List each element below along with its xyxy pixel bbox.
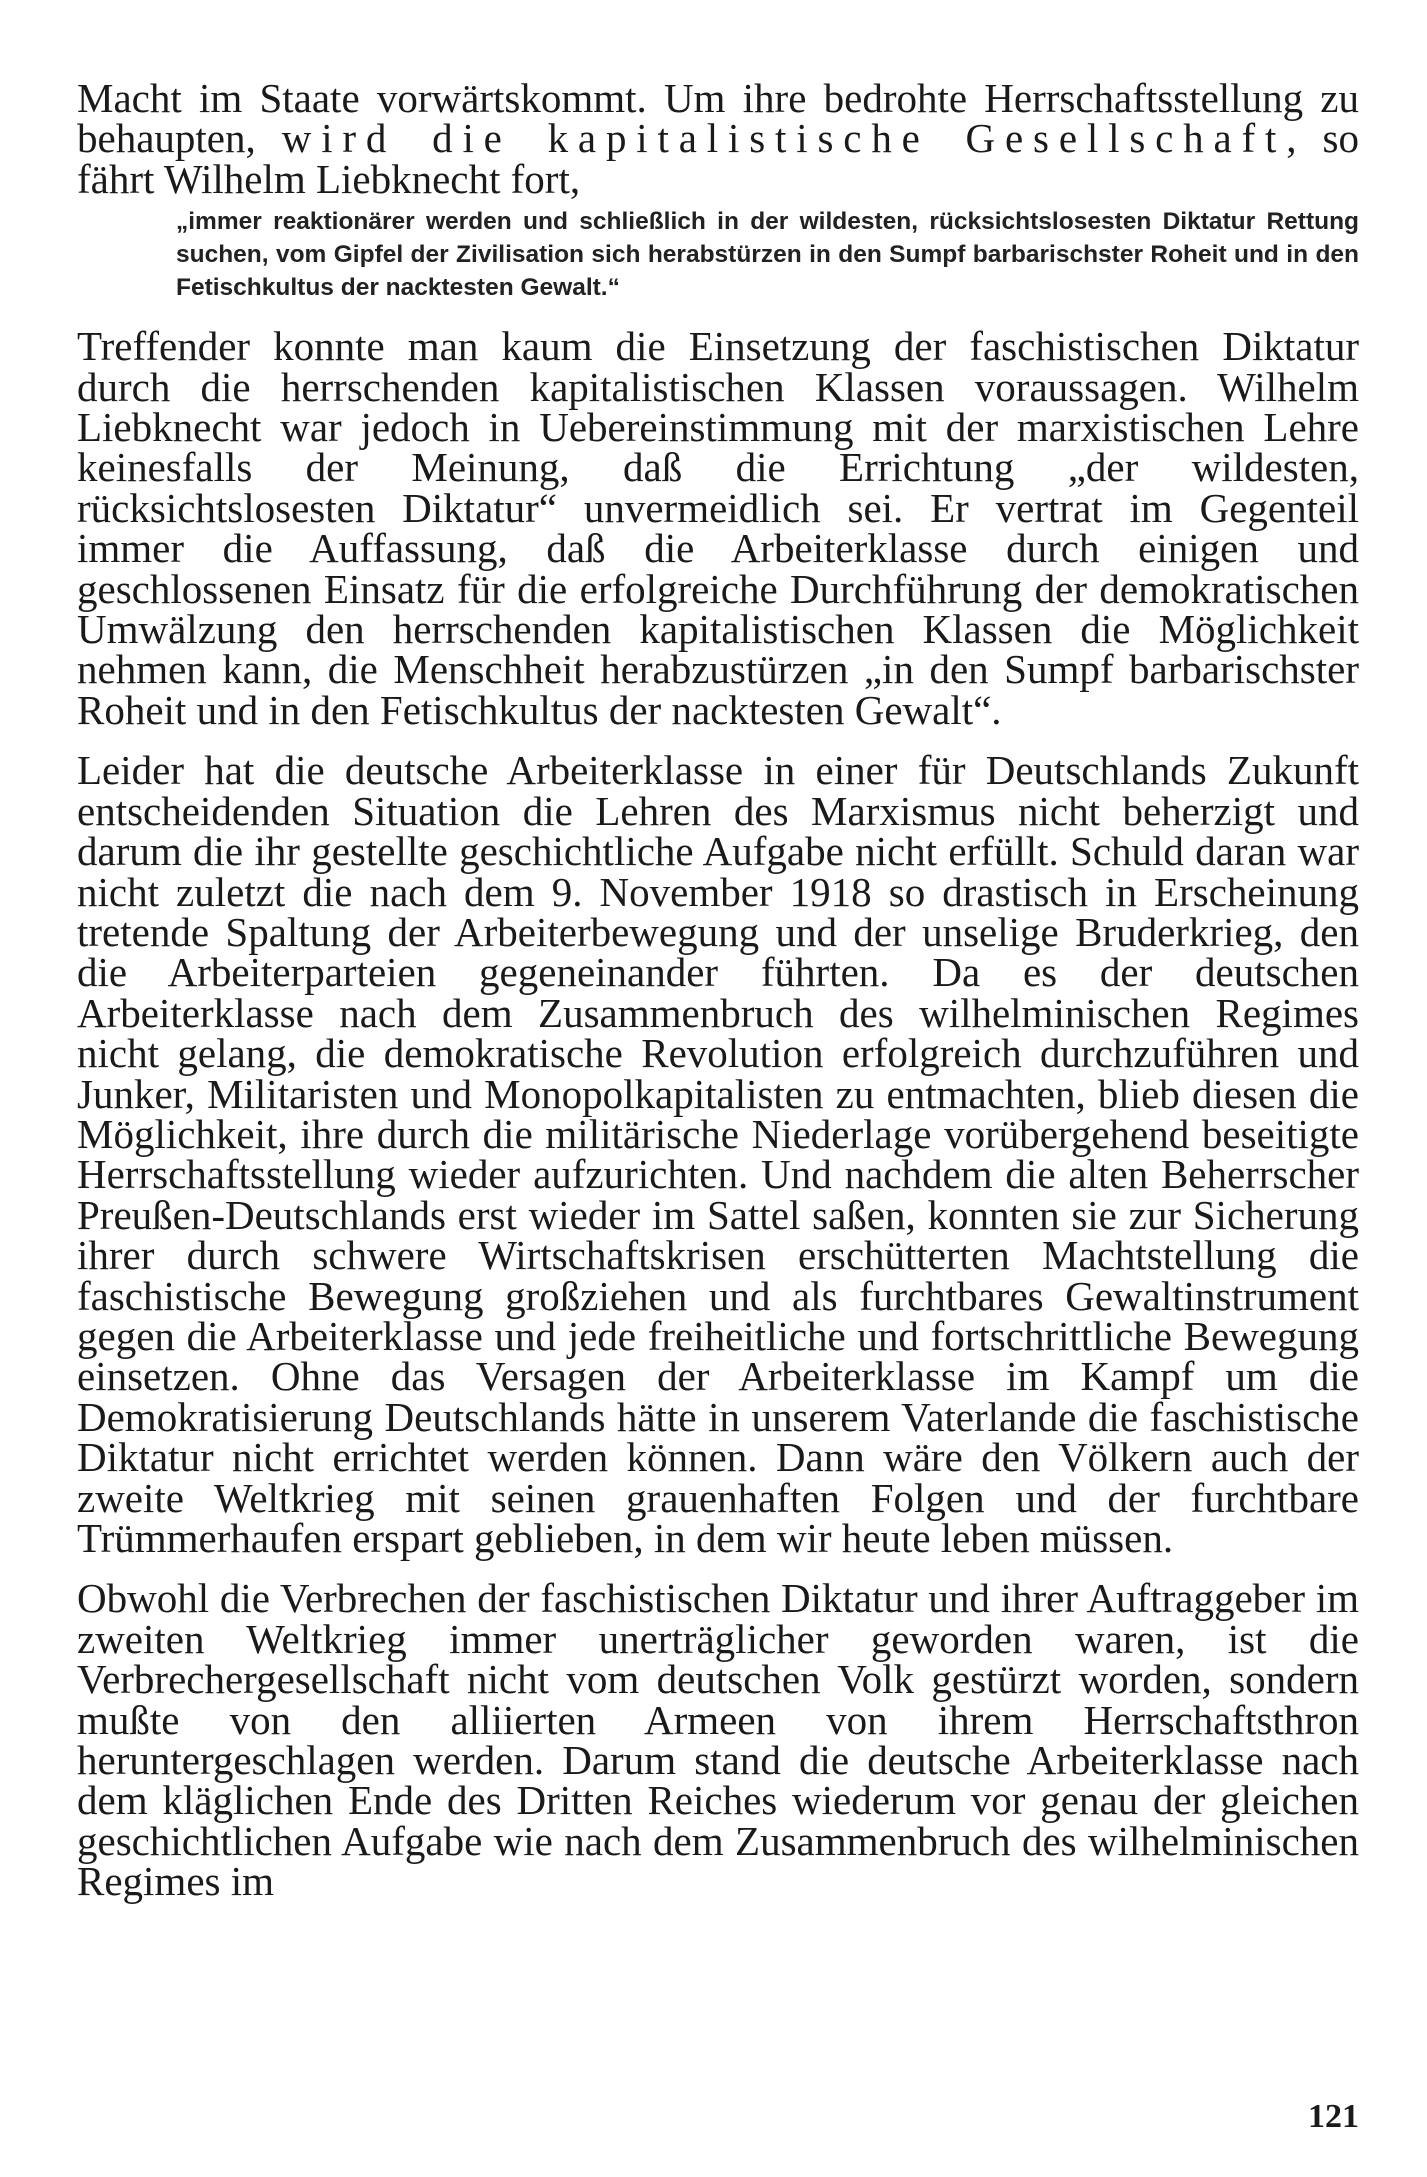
- paragraph-1-text-end: , so fährt Wilhelm Liebknecht fort,: [77, 115, 1359, 202]
- paragraph-2: Treffender konnte man kaum die Einsetzung der faschistischen Diktatur durch die herrschenden kapitalistischen Klassen voraussagen. Wilhelm Liebknecht war jedoch in Uebereinstimmung mit der marxistischen Lehre keinesfalls der Meinung, daß die Errichtung „der wildesten, rücksichtslosesten Diktatur“ unvermeidlich sei. Er vertrat im Gegenteil immer die Auffassung, daß die Arbeiterklasse durch einigen und geschlossenen Einsatz für die erfolgreiche Durchführung der demokratischen Umwälzung den herrschenden kapitalistischen Klassen die Möglichkeit nehmen kann, die Menschheit herabzustürzen „in den Sumpf barbarischster Roheit und in den Fetischkultus der nacktesten Gewalt“.: [77, 323, 1359, 733]
- page-number: 121: [1308, 2098, 1359, 2135]
- emphasized-phrase: wird die kapitalistische Gesellschaft: [281, 115, 1287, 162]
- paragraph-1-text-start: Macht im Staate vorwärtskommt. Um ihre bedrohte Herrschaftsstellung zu behaupten,: [77, 75, 1359, 162]
- paragraph-3: Leider hat die deutsche Arbeiterklasse in einer für Deutschlands Zukunft entscheidenden Situation die Lehren des Marxismus nicht beherzigt und darum die ihr gestellte geschichtliche Aufgabe nicht erfüllt. Schuld daran war nicht zuletzt die nach dem 9. November 1918 so drastisch in Erscheinung tretende Spaltung der Arbeiterbewegung und der unselige Bruderkrieg, den die Arbeiterparteien gegeneinander führten. Da es der deutschen Arbeiterklasse nach dem Zusammenbruch des wilhelminischen Regimes nicht gelang, die demokratische Revolution erfolgreich durchzuführen und Junker, Militaristen und Monopolkapitalisten zu entmachten, blieb diesen die Möglichkeit, ihre durch die militärische Niederlage vorübergehend beseitigte Herrschaftsstellung wieder aufzurichten. Und nachdem die alten Beherrscher Preußen-Deutschlands erst wieder im Sattel saßen, konnten sie zur Sicherung ihrer durch schwere Wirtschaftskrisen erschütterten Machtstellung die faschistische Bewegung großziehen und als furchtbares Gewaltinstrument gegen die Arbeiterklasse und jede freiheitliche und fortschrittliche Bewegung einsetzen. Ohne das Versagen der Arbeiterklasse im Kampf um die Demokratisierung Deutschlands hätte in unserem Vaterlande die faschistische Diktatur nicht errichtet werden können. Dann wäre den Völkern auch der zweite Weltkrieg mit seinen grauenhaften Folgen und der furchtbare Trümmerhaufen erspart geblieben, in dem wir heute leben müssen.: [77, 747, 1359, 1561]
- paragraph-4: Obwohl die Verbrechen der faschistischen Diktatur und ihrer Auftraggeber im zweiten Weltkrieg immer unerträglicher geworden waren, ist die Verbrechergesellschaft nicht vom deutschen Volk gestürzt worden, sondern mußte von den alliierten Armeen von ihrem Herrschaftsthron heruntergeschlagen werden. Darum stand die deutsche Arbeiterklasse nach dem kläglichen Ende des Dritten Reiches wiederum vor genau der gleichen geschichtlichen Aufgabe wie nach dem Zusammenbruch des wilhelminischen Regimes im: [77, 1575, 1359, 1905]
- page-body: [77, 75, 1359, 1905]
- paragraph-1: [77, 75, 1359, 202]
- block-quote: „immer reaktionärer werden und schließlich in der wildesten, rücksichtslosesten Diktatur Rettung suchen, vom Gipfel der Zivilisation sich herabstürzen in den Sumpf barbarischster Roheit und in den Fetischkultus der nacktesten Gewalt.“: [176, 208, 1359, 302]
